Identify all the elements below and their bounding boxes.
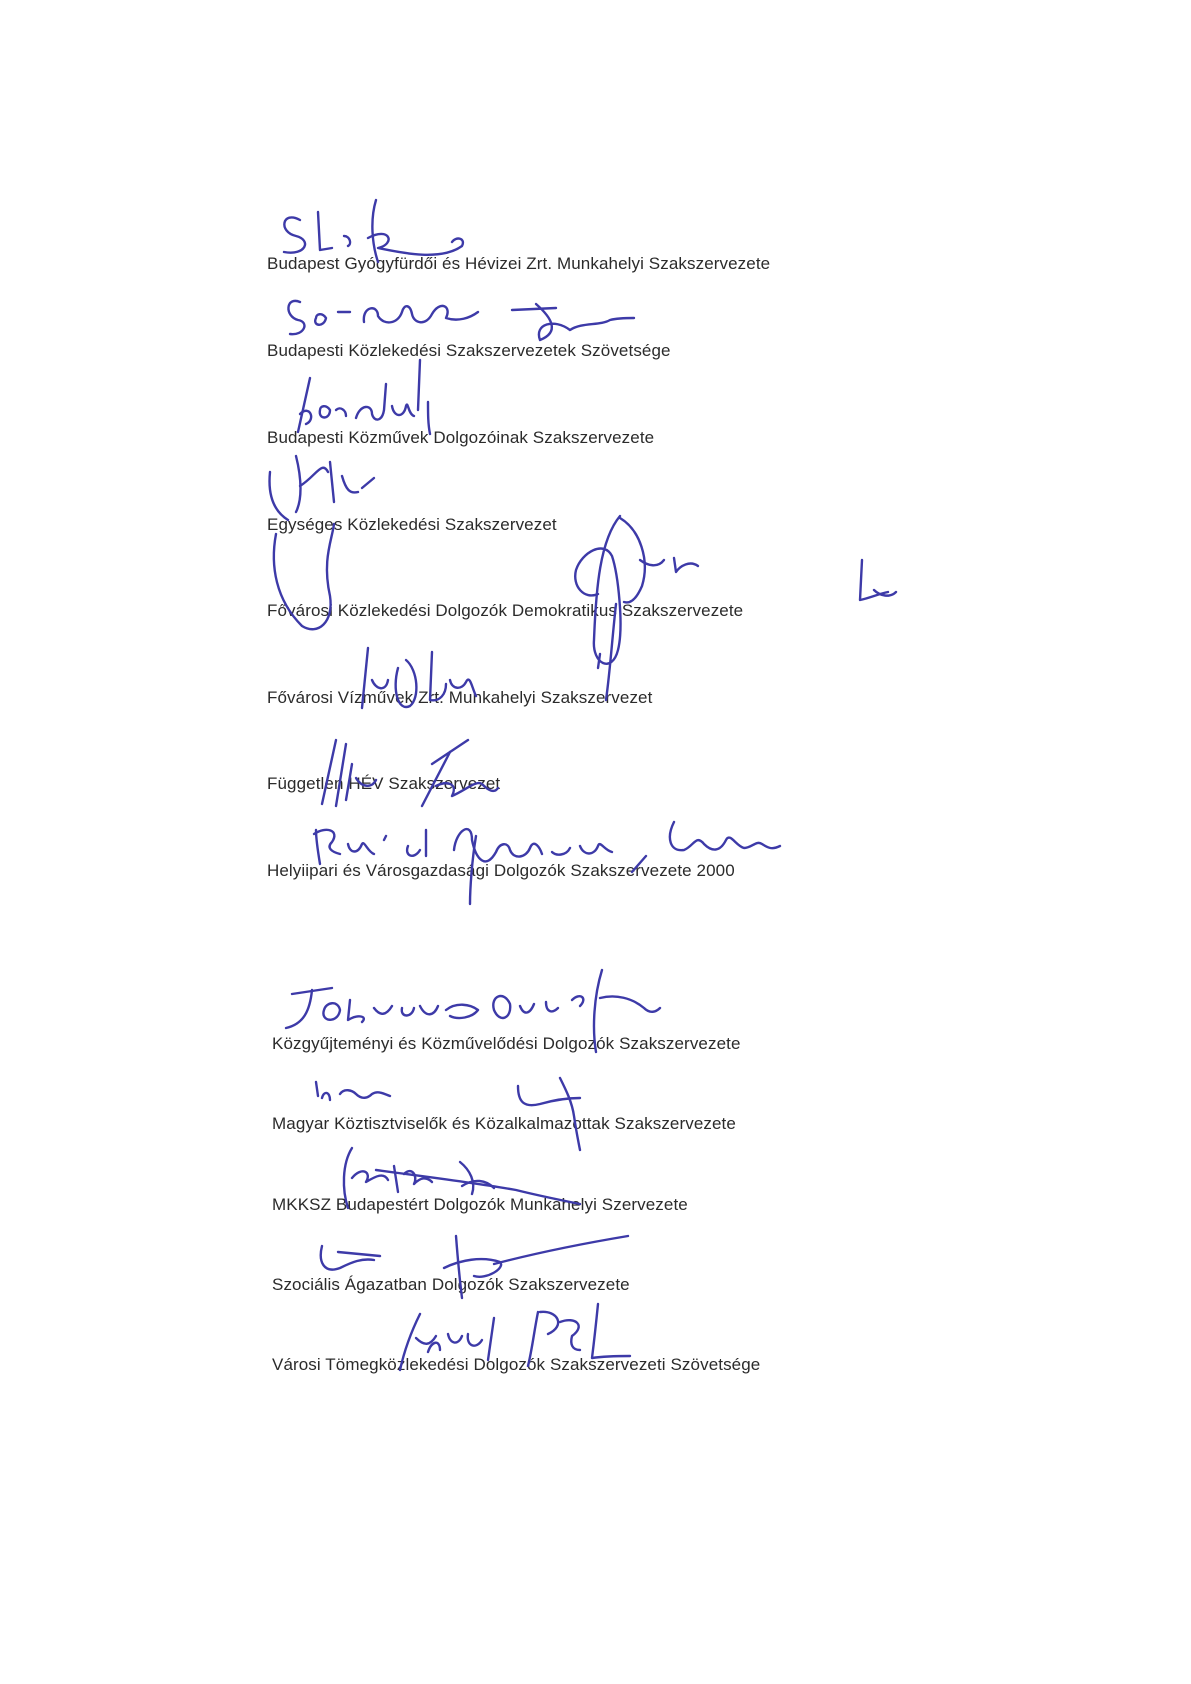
signatory-label-9: Közgyűjteményi és Közművelődési Dolgozók Szakszervezete (272, 1034, 741, 1053)
signatory-label-2: Budapesti Közlekedési Szakszervezetek Szövetsége (267, 341, 671, 360)
signatory-label-4: Egységes Közlekedési Szakszervezet (267, 515, 557, 534)
signatory-label-8: Helyiipari és Városgazdasági Dolgozók Szakszervezete 2000 (267, 861, 735, 880)
signature-2 (288, 301, 634, 340)
signature-7 (322, 740, 498, 806)
signatory-label-13: Városi Tömegközlekedési Dolgozók Szakszervezeti Szövetsége (272, 1355, 761, 1374)
signatory-label-3: Budapesti Közművek Dolgozóinak Szakszervezete (267, 428, 655, 447)
signature-3 (298, 360, 430, 434)
signatory-label-12: Szociális Ágazatban Dolgozók Szakszervezete (272, 1275, 630, 1294)
signatory-label-1: Budapest Gyógyfürdői és Hévizei Zrt. Munkahelyi Szakszervezete (267, 254, 771, 273)
signatory-label-10: Magyar Köztisztviselők és Közalkalmazottak Szakszervezete (272, 1114, 736, 1133)
signatory-label-7: Független HÉV Szakszervezet (267, 774, 501, 793)
signatory-label-11: MKKSZ Budapestért Dolgozók Munkahelyi Szervezete (272, 1195, 688, 1214)
signatory-label-6: Fővárosi Vízművek Zrt. Munkahelyi Szakszervezet (267, 688, 653, 707)
signatory-label-5: Fővárosi Közlekedési Dolgozók Demokratikus Szakszervezete (267, 601, 744, 620)
signature-1 (284, 200, 463, 262)
